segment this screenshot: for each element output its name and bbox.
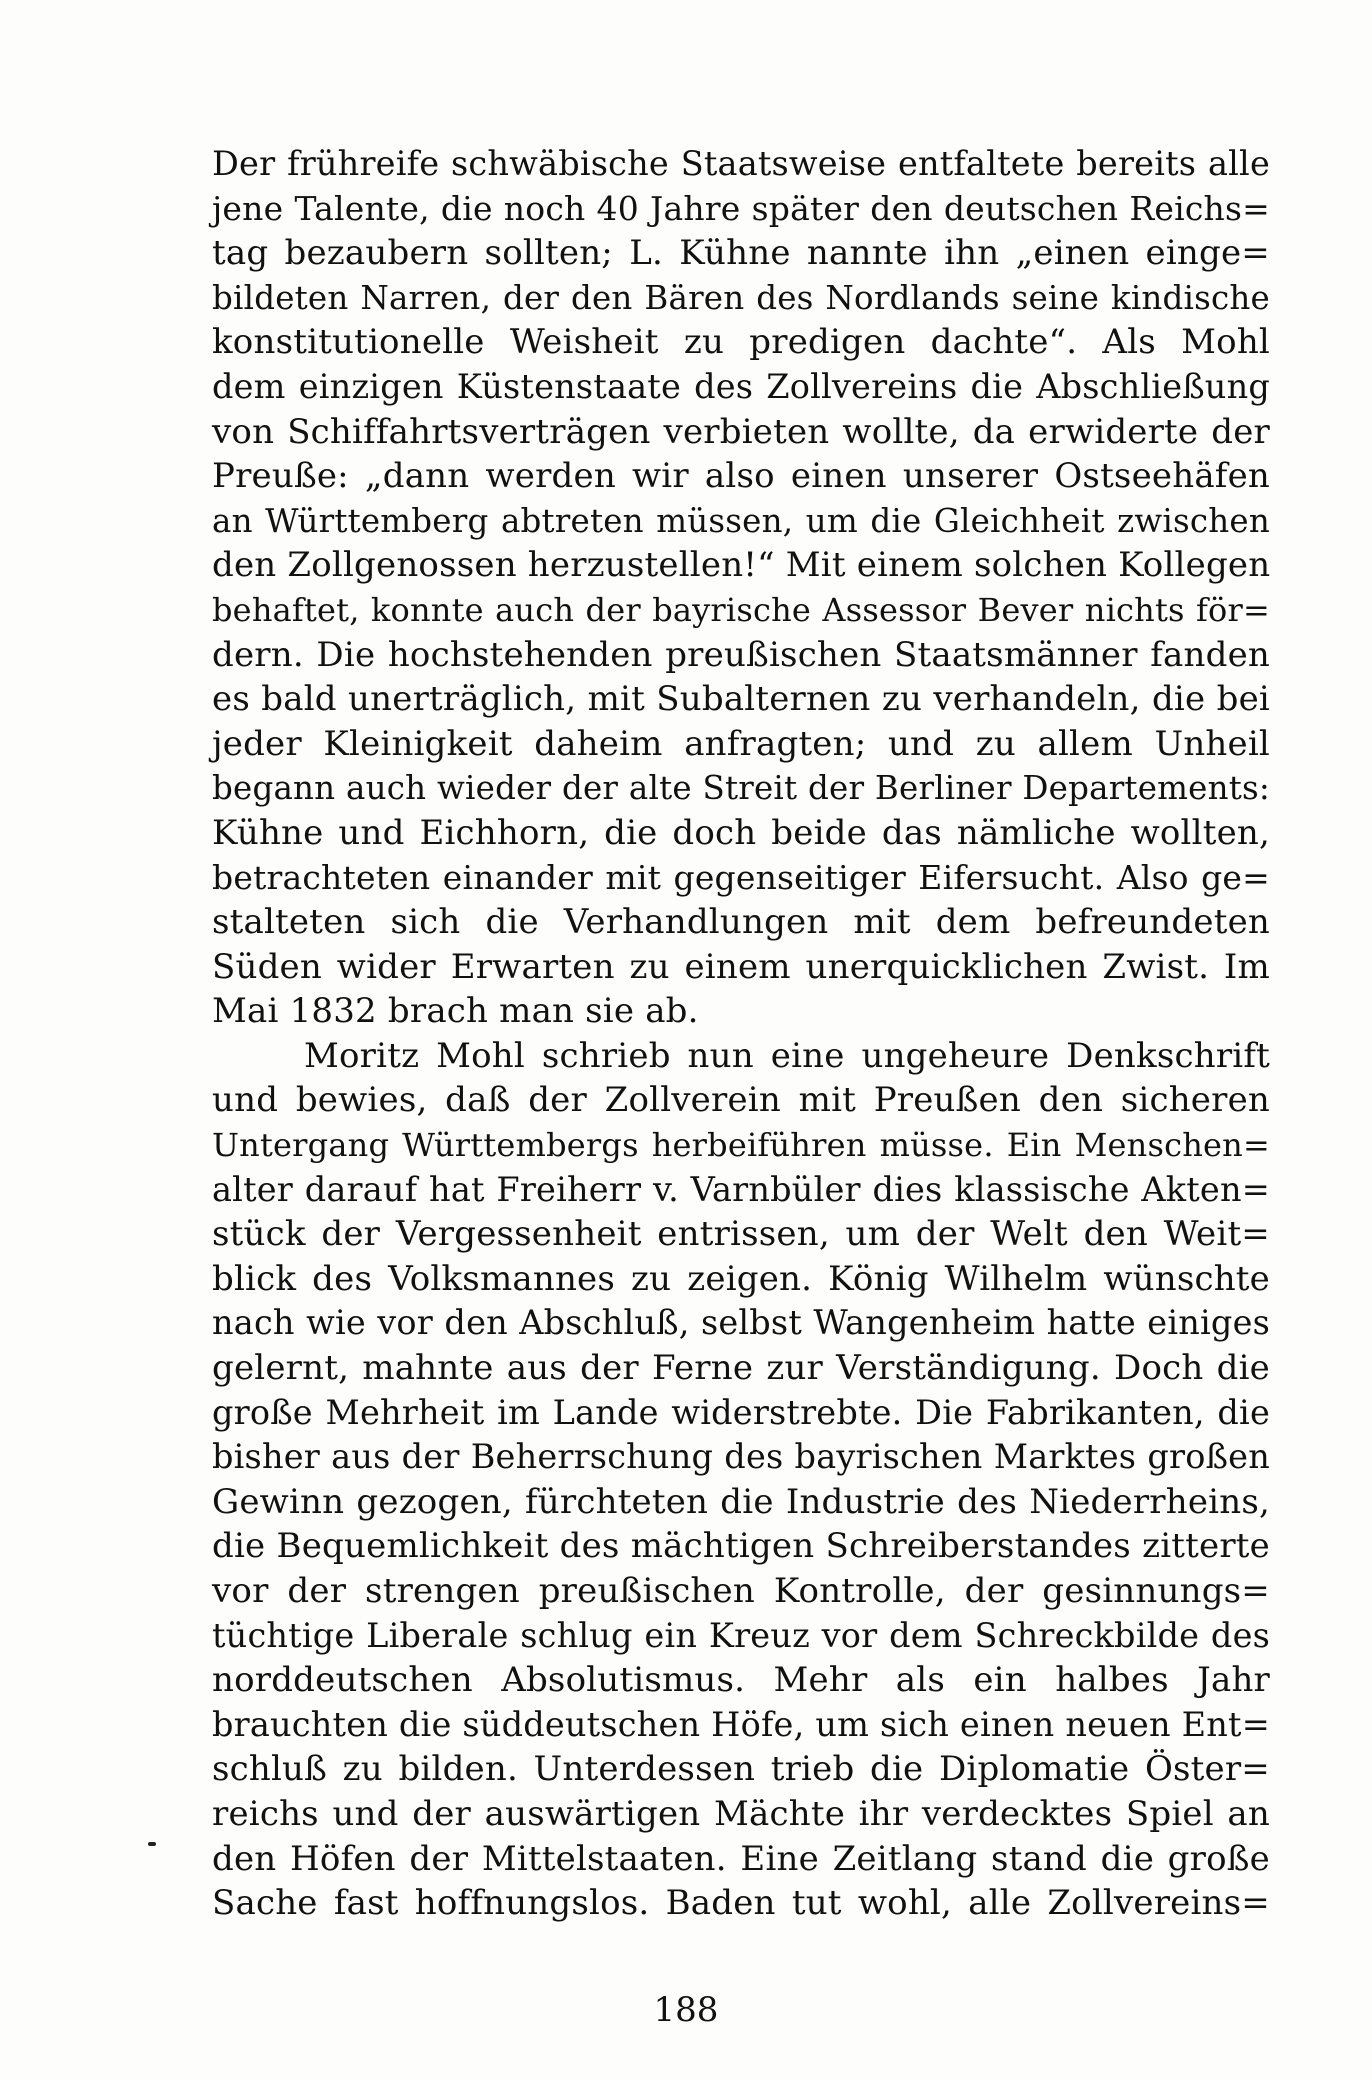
text-line: Untergang Württembergs herbeiführen müsse. Ein Menschen= bbox=[212, 1126, 1270, 1165]
text-line: von Schiffahrtsverträgen verbieten wollte, da erwiderte der bbox=[212, 411, 1270, 452]
text-line: konstitutionelle Weisheit zu predigen dachte“. Als Mohl bbox=[212, 322, 1270, 363]
text-line: jene Talente, die noch 40 Jahre später den deutschen Reichs= bbox=[212, 188, 1270, 228]
text-line: die Bequemlichkeit des mächtigen Schreiberstandes zitterte bbox=[212, 1526, 1270, 1567]
margin-mark bbox=[148, 1842, 156, 1846]
text-line: vor der strengen preußischen Kontrolle, der gesinnungs= bbox=[212, 1571, 1270, 1611]
text-line: betrachteten einander mit gegenseitiger Eifersucht. Also ge= bbox=[212, 857, 1270, 897]
text-line: Süden wider Erwarten zu einem unerquicklichen Zwist. Im bbox=[212, 946, 1270, 987]
text-line: alter darauf hat Freiherr v. Varnbüler dies klassische Akten= bbox=[212, 1169, 1270, 1209]
text-line: Der frühreife schwäbische Staatsweise entfaltete bereits alle bbox=[212, 144, 1270, 183]
paragraph-last-line: Mai 1832 brach man sie ab. bbox=[212, 991, 699, 1032]
text-line: tüchtige Liberale schlug ein Kreuz vor dem Schreckbilde des bbox=[212, 1615, 1270, 1655]
text-line: an Württemberg abtreten müssen, um die Gleichheit zwischen bbox=[212, 501, 1270, 540]
text-line: jeder Kleinigkeit daheim anfragten; und zu allem Unheil bbox=[212, 723, 1270, 764]
text-line: blick des Volksmannes zu zeigen. König Wilhelm wünschte bbox=[212, 1258, 1270, 1299]
text-line: reichs und der auswärtigen Mächte ihr verdecktes Spiel an bbox=[212, 1793, 1270, 1834]
text-line: Preuße: „dann werden wir also einen unserer Ostseehäfen bbox=[212, 456, 1270, 497]
text-line: Sache fast hoffnungslos. Baden tut wohl, alle Zollvereins= bbox=[212, 1883, 1270, 1924]
text-line: behaftet, konnte auch der bayrische Assessor Bever nichts för= bbox=[212, 590, 1270, 629]
text-line: Kühne und Eichhorn, die doch beide das nämliche wollten, bbox=[212, 812, 1270, 853]
text-line: gelernt, mahnte aus der Ferne zur Verständigung. Doch die bbox=[212, 1348, 1270, 1389]
text-line: dem einzigen Küstenstaate des Zollvereins die Abschließung bbox=[212, 366, 1270, 406]
text-line: Gewinn gezogen, fürchteten die Industrie des Niederrheins, bbox=[212, 1481, 1270, 1522]
text-line: stück der Vergessenheit entrissen, um der Welt den Weit= bbox=[212, 1214, 1270, 1255]
text-line: große Mehrheit im Lande widerstrebte. Die Fabrikanten, die bbox=[212, 1392, 1270, 1432]
page-number: 188 bbox=[653, 1990, 719, 2030]
body-text bbox=[212, 142, 1270, 1926]
text-line: schluß zu bilden. Unterdessen trieb die Diplomatie Öster= bbox=[212, 1749, 1270, 1790]
text-line: bisher aus der Beherrschung des bayrischen Marktes großen bbox=[212, 1437, 1270, 1477]
text-line: dern. Die hochstehenden preußischen Staatsmänner fanden bbox=[212, 634, 1270, 675]
text-line: und bewies, daß der Zollverein mit Preußen den sicheren bbox=[212, 1080, 1270, 1121]
text-line: norddeutschen Absolutismus. Mehr als ein halbes Jahr bbox=[212, 1660, 1270, 1701]
text-line: brauchten die süddeutschen Höfe, um sich einen neuen Ent= bbox=[212, 1704, 1270, 1744]
text-line: den Höfen der Mittelstaaten. Eine Zeitlang stand die große bbox=[212, 1838, 1270, 1879]
text-line: nach wie vor den Abschluß, selbst Wangenheim hatte einiges bbox=[212, 1303, 1270, 1343]
text-line: stalteten sich die Verhandlungen mit dem befreundeten bbox=[212, 902, 1270, 943]
text-line: tag bezaubern sollten; L. Kühne nannte ihn „einen einge= bbox=[212, 233, 1270, 274]
text-line: bildeten Narren, der den Bären des Nordlands seine kindische bbox=[212, 278, 1270, 317]
text-line: den Zollgenossen herzustellen!“ Mit einem solchen Kollegen bbox=[212, 545, 1271, 586]
paragraph-first-line: Moritz Mohl schrieb nun eine ungeheure Denkschrift bbox=[304, 1035, 1270, 1076]
text-line: es bald unerträglich, mit Subalternen zu verhandeln, die bei bbox=[212, 679, 1270, 720]
text-line: begann auch wieder der alte Streit der Berliner Departements: bbox=[212, 769, 1270, 808]
